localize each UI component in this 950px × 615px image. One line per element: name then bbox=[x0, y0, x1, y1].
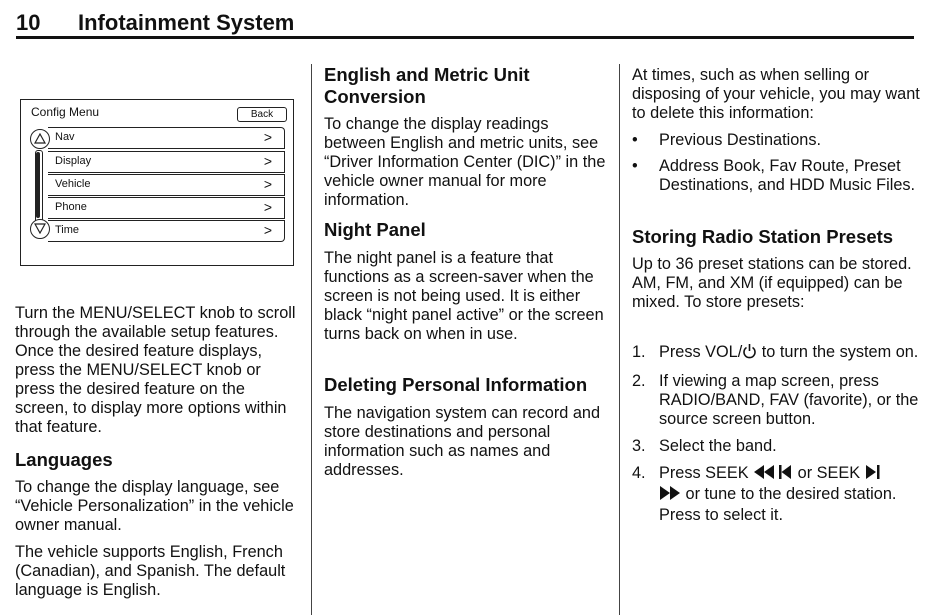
step-number: 4. bbox=[632, 464, 646, 482]
step-item bbox=[632, 437, 922, 456]
step-text: Select the band. bbox=[659, 437, 777, 455]
chevron-right-icon: > bbox=[263, 176, 272, 192]
presets-paragraph: Up to 36 preset stations can be stored. AM, FM, and XM (if equipped) can be mixed. To store presets: bbox=[632, 255, 912, 311]
delete-items-list bbox=[632, 131, 922, 202]
menu-item-label: Vehicle bbox=[55, 178, 91, 190]
unit-conversion-paragraph: To change the display readings between English and metric units, see “Driver Information Center (DIC)” in the vehicle owner manual for more information. bbox=[324, 115, 606, 209]
menu-item-vehicle[interactable] bbox=[48, 174, 285, 196]
list-item-text: Previous Destinations. bbox=[659, 131, 821, 149]
bullet: • bbox=[632, 131, 638, 149]
seek-forward-icon bbox=[865, 464, 883, 485]
night-panel-paragraph: The night panel is a feature that functions as a screen-saver when the screen is not being used. It is either black “night panel active” or the screen turns back on when in use. bbox=[324, 249, 604, 343]
step-text: Press SEEK bbox=[659, 464, 754, 482]
languages-heading: Languages bbox=[15, 449, 113, 470]
scrollbar-thumb[interactable] bbox=[36, 152, 40, 218]
section-title: Infotainment System bbox=[78, 10, 295, 35]
menu-item-label: Time bbox=[55, 224, 80, 236]
config-menu-figure bbox=[20, 99, 294, 266]
unit-conversion-heading: English and Metric Unit Conversion bbox=[324, 64, 530, 107]
menu-item-phone[interactable] bbox=[48, 197, 285, 219]
step-text: or tune to the desired station. Press to select it. bbox=[659, 485, 897, 524]
step-item bbox=[632, 343, 922, 364]
step-item bbox=[632, 464, 922, 525]
chevron-right-icon: > bbox=[263, 153, 272, 169]
list-item bbox=[632, 157, 922, 195]
chevron-right-icon: > bbox=[263, 199, 272, 215]
power-icon bbox=[742, 343, 757, 364]
scroll-up-icon[interactable] bbox=[30, 129, 50, 149]
deleting-info-heading: Deleting Personal Information bbox=[324, 374, 588, 395]
step-text: Press VOL/ bbox=[659, 343, 743, 361]
menu-item-label: Phone bbox=[55, 201, 87, 213]
list-item-text: Address Book, Fav Route, Preset Destinations, and HDD Music Files. bbox=[659, 157, 916, 194]
chevron-right-icon: > bbox=[263, 222, 272, 238]
deleting-info-paragraph: The navigation system can record and store destinations and personal information such as names and addresses. bbox=[324, 404, 601, 479]
menu-item-label: Display bbox=[55, 155, 92, 167]
step-text: or SEEK bbox=[793, 464, 865, 482]
list-item bbox=[632, 131, 922, 150]
presets-heading: Storing Radio Station Presets bbox=[632, 226, 894, 247]
chevron-right-icon: > bbox=[263, 129, 272, 145]
page-header bbox=[16, 8, 914, 39]
menu-item-label: Nav bbox=[55, 131, 75, 143]
step-number: 2. bbox=[632, 372, 646, 390]
page-number: 10 bbox=[16, 10, 41, 35]
config-menu-title: Config Menu bbox=[31, 105, 100, 119]
step-number: 1. bbox=[632, 343, 646, 361]
intro-paragraph: Turn the MENU/SELECT knob to scroll through the available setup features. Once the desired feature displays, press the MENU/SELECT knob or press the desired feature on the screen, to display more options within that feature. bbox=[15, 304, 296, 436]
scroll-down-icon[interactable] bbox=[30, 219, 50, 239]
back-button[interactable]: Back bbox=[237, 107, 287, 122]
languages-support-paragraph: The vehicle supports English, French (Canadian), and Spanish. The default language is English. bbox=[15, 543, 286, 599]
menu-item-time[interactable] bbox=[48, 220, 285, 242]
step-item bbox=[632, 372, 922, 429]
column-divider bbox=[311, 64, 312, 615]
step-number: 3. bbox=[632, 437, 646, 455]
seek-forward-icon bbox=[659, 485, 681, 506]
languages-paragraph: To change the display language, see “Vehicle Personalization” in the vehicle owner manual. bbox=[15, 478, 294, 534]
menu-item-display[interactable] bbox=[48, 151, 285, 173]
deleting-info-continued: At times, such as when selling or disposing of your vehicle, you may want to delete this information: bbox=[632, 66, 920, 122]
column-divider bbox=[619, 64, 620, 615]
presets-steps bbox=[632, 343, 922, 533]
seek-back-icon bbox=[753, 464, 793, 485]
night-panel-heading: Night Panel bbox=[324, 219, 426, 240]
menu-item-nav[interactable] bbox=[48, 127, 285, 149]
step-text: to turn the system on. bbox=[757, 343, 919, 361]
bullet: • bbox=[632, 157, 638, 175]
step-text: If viewing a map screen, press RADIO/BAND, FAV (favorite), or the source screen button. bbox=[659, 372, 919, 428]
